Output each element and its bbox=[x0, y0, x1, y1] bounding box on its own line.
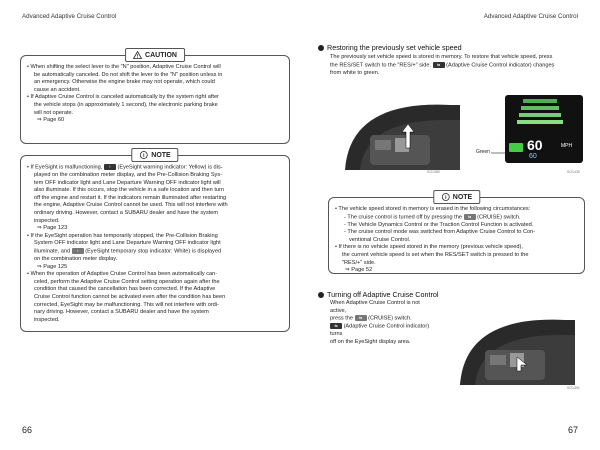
turnoff-line: When Adaptive Cruise Control is not active, bbox=[330, 300, 420, 314]
caution-line: be automatically canceled. Do not shift the lever to the "N" position unless in bbox=[34, 71, 223, 78]
bullet-icon bbox=[318, 292, 324, 298]
note-box-left bbox=[20, 151, 290, 332]
caution-line: an emergency. Otherwise the engine brake may not operate, which could bbox=[34, 79, 215, 86]
note-left-line: System OFF indicator light and Lane Departure Warning OFF indicator light bbox=[34, 240, 221, 247]
note-right-line: - The Vehicle Dynamics Control or the Traction Control Function is activated. bbox=[344, 221, 534, 228]
note-right-line: - The cruise control is turned off by pressing the ⇆ (CRUISE) switch. bbox=[344, 213, 521, 221]
note-left-page-ref[interactable]: ⇒ Page 125 bbox=[37, 263, 68, 270]
caution-line: • When shifting the select lever to the "N" position, Adaptive Cruise Control will bbox=[27, 64, 221, 70]
note-left-line: ordinary driving. However, contact a SUBARU dealer and have the system bbox=[34, 210, 219, 217]
note-right-line: the current vehicle speed is set when the RES/SET switch is pressed to the bbox=[342, 252, 529, 259]
note-left-line: Cruise Control function cannot be activated even after the condition has been bbox=[34, 294, 226, 301]
note-left-page-ref[interactable]: ⇒ Page 123 bbox=[37, 225, 68, 232]
header-left: Advanced Adaptive Cruise Control bbox=[22, 13, 117, 20]
caution-line: cause an accident. bbox=[34, 86, 81, 93]
note-box-right bbox=[328, 193, 585, 274]
acc-indicator-icon: ⇆ bbox=[433, 62, 445, 68]
bullet-icon bbox=[318, 45, 324, 51]
lane-lines-icon bbox=[515, 97, 565, 137]
steering-wheel-cruise-illustration bbox=[455, 305, 575, 385]
note-right-line: • If there is no vehicle speed stored in the memory (previous vehicle speed), bbox=[335, 244, 523, 251]
note-right-text bbox=[335, 206, 580, 275]
note-icon bbox=[139, 151, 148, 159]
speed-unit: MPH bbox=[561, 143, 573, 149]
note-left-line: nary driving. However, contact a SUBARU dealer and have the system bbox=[34, 309, 209, 316]
green-label: Green bbox=[476, 149, 490, 155]
page-number-right: 67 bbox=[567, 425, 578, 435]
cruise-switch-icon: ⇆ bbox=[464, 214, 476, 220]
note-left-line: inspected. bbox=[34, 316, 60, 323]
green-pointer-line bbox=[491, 150, 507, 156]
restore-paragraph bbox=[330, 54, 590, 77]
restore-section-title: Restoring the previously set vehicle speed bbox=[318, 43, 462, 52]
speed-small: 60 bbox=[529, 153, 537, 160]
acc-indicator-icon: ⇆ bbox=[330, 323, 342, 329]
note-left-line: condition that caused the cancellation has been corrected. If the Adaptive bbox=[34, 286, 216, 293]
turnoff-line: ⇆ (Adaptive Cruise Control indicator) turns bbox=[330, 323, 430, 338]
turnoff-line: off on the EyeSight display area. bbox=[330, 338, 411, 345]
note-left-line: tem OFF indicator light and Lane Departure Warning OFF indicator light will bbox=[34, 179, 221, 186]
svg-text:i: i bbox=[444, 195, 446, 201]
svg-text:!: ! bbox=[136, 53, 139, 59]
acc-indicator-green-icon bbox=[509, 143, 523, 152]
restore-line: from white to green. bbox=[330, 69, 380, 76]
note-left-line: corrected, EyeSight may be malfunctioning. This will not interfere with ordi- bbox=[34, 301, 219, 308]
cruise-switch-icon: ⇆ bbox=[355, 315, 367, 321]
note-right-line: ventional Cruise Control. bbox=[349, 236, 411, 243]
caution-box bbox=[20, 51, 290, 144]
note-right-page-ref[interactable]: ⇒ Page 52 bbox=[345, 267, 373, 274]
note-left-line: • If EyeSight is malfunctioning, ! (EyeSight warning indicator: Yellow) is dis- bbox=[27, 164, 223, 171]
warning-triangle-icon bbox=[133, 51, 142, 59]
note-left-line: on the combination meter display. bbox=[34, 256, 118, 263]
caution-line: the vehicle stops (in approximately 1 second), the electronic parking brake bbox=[34, 101, 218, 108]
note-left-line: off the engine and restart it. If the indicators remain illuminated after restarting bbox=[34, 194, 227, 201]
caution-title: ! CAUTION bbox=[125, 48, 185, 62]
caption-so1391: SO1391 bbox=[567, 386, 580, 390]
eyesight-warning-icon: ! bbox=[104, 164, 116, 170]
header-right: Advanced Adaptive Cruise Control bbox=[483, 13, 578, 20]
note-left-line: also illuminate. If this occurs, stop the vehicle in a safe location and then turn bbox=[34, 187, 224, 194]
note-left-line: • When the operation of Adaptive Cruise Control has been automatically can- bbox=[27, 271, 218, 278]
note-left-line: • If the EyeSight operation has temporarily stopped, the Pre-Collision Braking bbox=[27, 232, 218, 239]
note-right-line: • The vehicle speed stored in memory is erased in the following circumstances: bbox=[335, 206, 531, 212]
restore-line: The previously set vehicle speed is stored in memory. To restore that vehicle speed, press bbox=[330, 54, 553, 60]
note-title-left: i NOTE bbox=[131, 148, 178, 162]
eyesight-temp-stop-icon: ! bbox=[72, 248, 84, 254]
note-right-line: - The cruise control mode was switched from Adaptive Cruise Control to Con- bbox=[344, 229, 536, 236]
note-left-text bbox=[27, 164, 285, 324]
turnoff-line: press the ⇆ (CRUISE) switch. bbox=[330, 315, 412, 322]
svg-text:i: i bbox=[143, 153, 145, 159]
note-left-line: illuminate, and ! (EyeSight temporary stop indicator: White) is displayed bbox=[34, 248, 222, 255]
caption-so1430: SO1430 bbox=[567, 170, 580, 174]
eyesight-display bbox=[505, 95, 583, 163]
caption-so1380: SO1380 bbox=[427, 170, 440, 174]
note-title-right: i NOTE bbox=[433, 190, 480, 204]
caution-line: will not operate. bbox=[34, 109, 74, 116]
restore-line: the RES/SET switch to the "RES/+" side. ⇆ (Adaptive Cruise Control indicator) changes bbox=[330, 61, 555, 69]
caution-line: • If Adaptive Cruise Control is canceled automatically by the system right after bbox=[27, 94, 219, 101]
turnoff-paragraph bbox=[330, 300, 430, 347]
steering-wheel-res-illustration bbox=[340, 90, 460, 170]
note-right-line: "RES/+" side. bbox=[342, 259, 376, 266]
caution-page-ref[interactable]: ⇒ Page 60 bbox=[37, 117, 65, 124]
caution-text bbox=[27, 64, 283, 125]
note-left-line: celed, perform the Adaptive Cruise Control setting operation again after the bbox=[34, 278, 220, 285]
note-left-line: played on the combination meter display, and the Pre-Collision Braking Sys- bbox=[34, 172, 223, 179]
note-icon bbox=[441, 193, 450, 201]
page-number-left: 66 bbox=[22, 425, 33, 435]
note-left-line: the engine, Adaptive Cruise Control cannot be used. This will not interfere with bbox=[34, 202, 228, 209]
note-left-line: inspected. bbox=[34, 217, 60, 224]
turnoff-section-title: Turning off Adaptive Cruise Control bbox=[318, 290, 438, 299]
speed-value: 60 bbox=[527, 137, 543, 153]
